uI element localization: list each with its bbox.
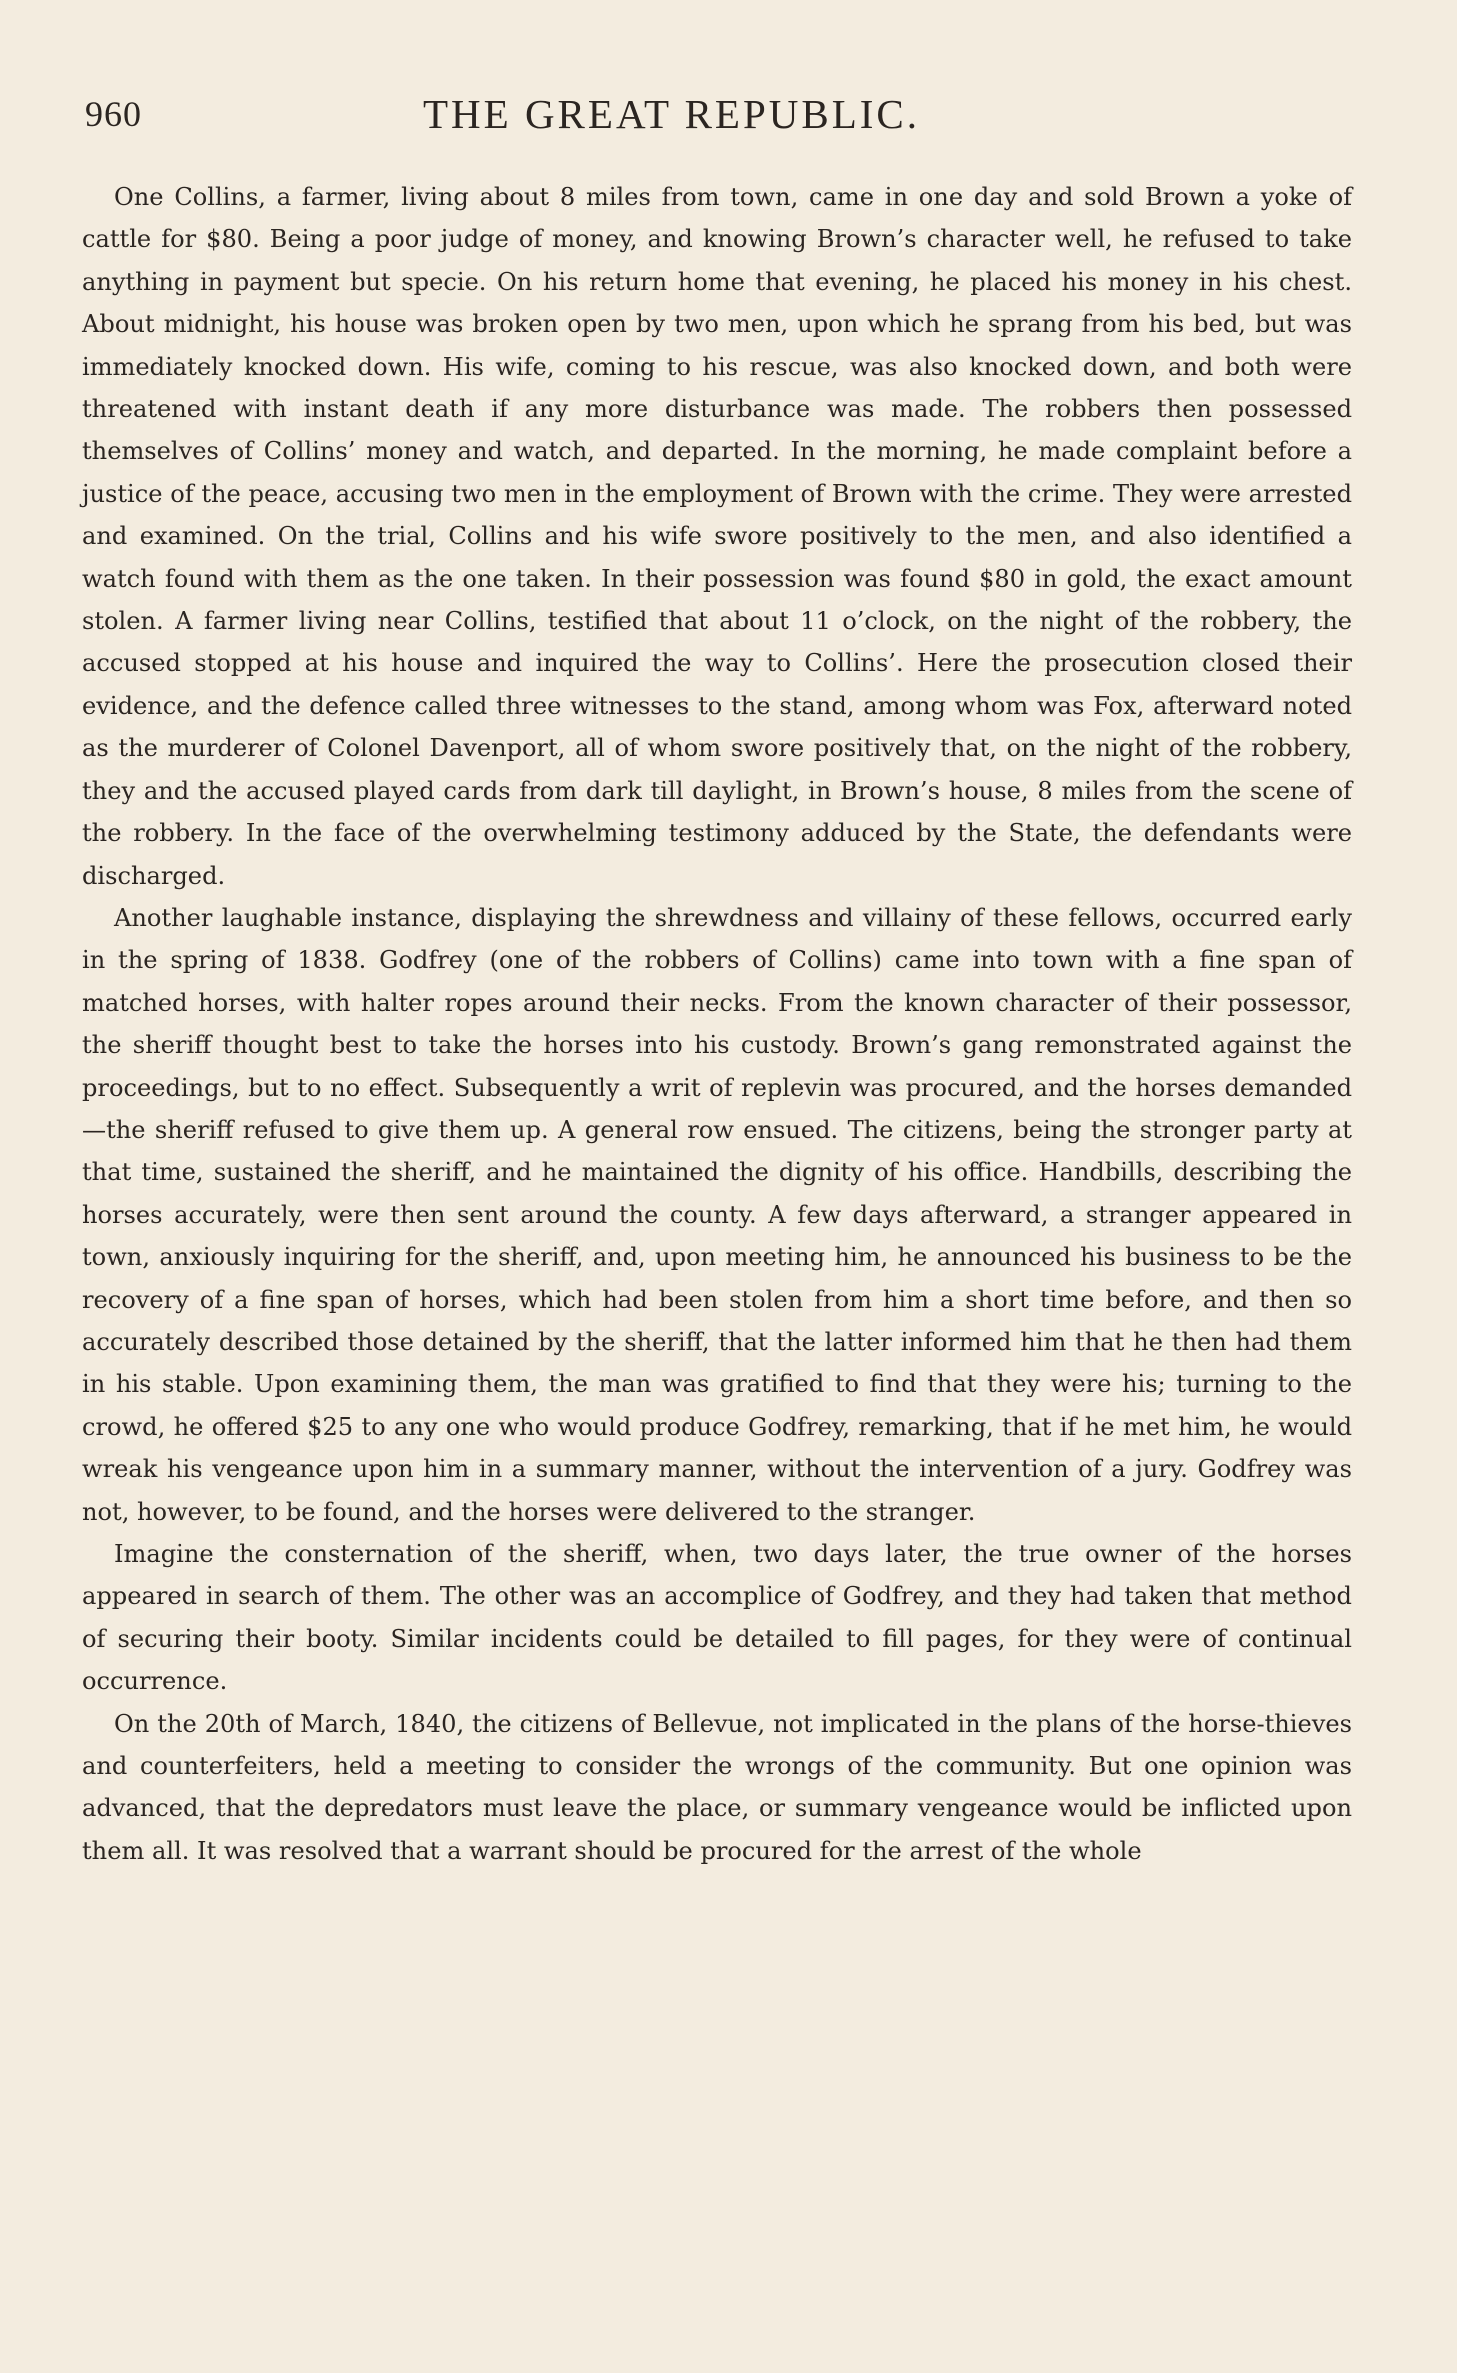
paragraph-true-owner: Imagine the consternation of the sheriff, when, two days later, the true owner of the horses appeared in search of them. The other was an accomplice of Godfrey, and they had taken that method of securing their booty. Similar incidents could be detailed to fill pages, for they were of continual occurrence. xyxy=(82,1540,1352,1696)
paragraph-collins-robbery: One Collins, a farmer, living about 8 miles from town, came in one day and sold Brown a yoke of cattle for $80. Being a poor judge of money, and knowing Brown’s character well, he refused to take anything in payment but specie. On his return home that evening, he placed his money in his chest. About midnight, his house was broken open by two men, upon which he sprang from his bed, but was immediately knocked down. His wife, coming to his rescue, was also knocked down, and both were threatened with instant death if any more disturbance was made. The robbers then possessed themselves of Collins’ money and watch, and departed. In the morning, he made complaint before a justice of the peace, accusing two men in the employment of Brown with the crime. They were arrested and examined. On the trial, Collins and his wife swore positively to the men, and also identified a watch found with them as the one taken. In their possession was found $80 in gold, the exact amount stolen. A farmer living near Collins, testified that about 11 o’clock, on the night of the robbery, the accused stopped at his house and inquired the way to Collins’. Here the prosecution closed their evidence, and the defence called three witnesses to the stand, among whom was Fox, afterward noted as the murderer of Colonel Davenport, all of whom swore positively that, on the night of the robbery, they and the accused played cards from dark till daylight, in Brown’s house, 8 miles from the scene of the robbery. In the face of the overwhelming testimony adduced by the State, the defendants were discharged. xyxy=(82,183,1352,890)
running-head xyxy=(85,92,1350,144)
paragraph-godfrey-horses: Another laughable instance, displaying the shrewdness and villainy of these fellows, occurred early in the spring of 1838. Godfrey (one of the robbers of Collins) came into town with a fine span of matched horses, with halter ropes around their necks. From the known character of their possessor, the sheriff thought best to take the horses into his custody. Brown’s gang remonstrated against the proceedings, but to no effect. Subsequently a writ of replevin was procured, and the horses demanded—the sheriff refused to give them up. A general row ensued. The citizens, being the stronger party at that time, sustained the sheriff, and he maintained the dignity of his office. Handbills, describing the horses accurately, were then sent around the county. A few days afterward, a stranger appeared in town, anxiously inquiring for the sheriff, and, upon meeting him, he announced his business to be the recovery of a fine span of horses, which had been stolen from him a short time before, and then so accurately described those detained by the sheriff, that the latter informed him that he then had them in his stable. Upon examining them, the man was gratified to find that they were his; turning to the crowd, he offered $25 to any one who would produce Godfrey, remarking, that if he met him, he would wreak his vengeance upon him in a summary manner, without the intervention of a jury. Godfrey was not, however, to be found, and the horses were delivered to the stranger. xyxy=(82,903,1352,1526)
paragraph-bellevue-meeting: On the 20th of March, 1840, the citizens of Bellevue, not implicated in the plans of the horse-thieves and counterfeiters, held a meeting to consider the wrongs of the community. But one opinion was advanced, that the depredators must leave the place, or summary vengeance would be inflicted upon them all. It was resolved that a warrant should be procured for the arrest of the whole xyxy=(82,1709,1352,1865)
body-text xyxy=(82,176,1352,1872)
running-title: THE GREAT REPUBLIC. xyxy=(423,91,921,137)
page-number: 960 xyxy=(85,94,142,134)
